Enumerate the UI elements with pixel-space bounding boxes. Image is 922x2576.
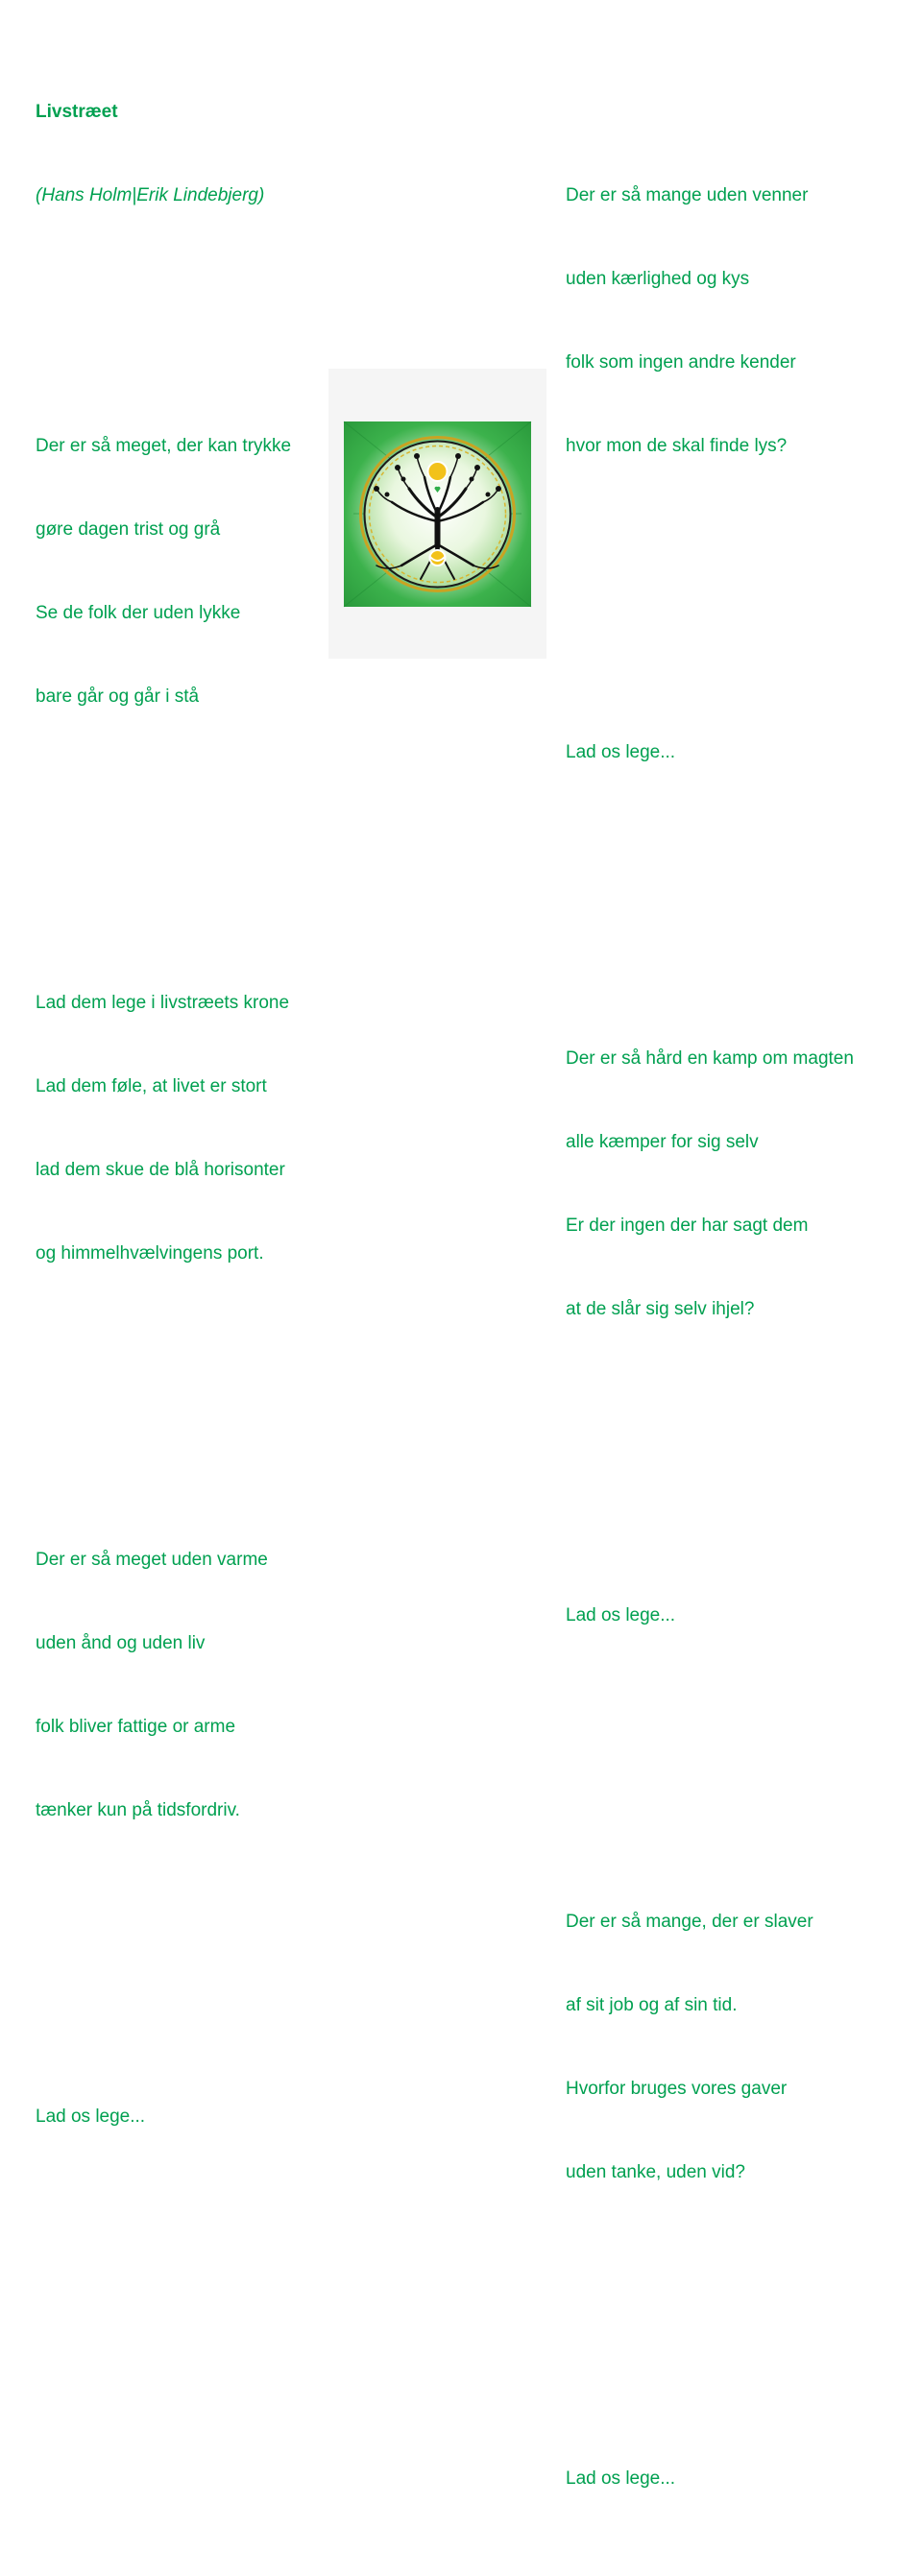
- verse-line: gøre dagen trist og grå: [36, 519, 221, 540]
- stanza-left-refrain: [36, 2047, 291, 2186]
- stanza-left-3: [36, 1490, 291, 1880]
- verse-line: af sit job og af sin tid.: [566, 1995, 738, 2015]
- stanza-gap: [566, 571, 854, 599]
- stanza-left-2: [36, 933, 291, 1323]
- stanza-right-refrain-2: [566, 1546, 854, 1685]
- stanza-gap: [566, 1434, 854, 1462]
- verse-line: alle kæmper for sig selv: [566, 1132, 759, 1152]
- poem-credits: (Hans Holm|Erik Lindebjerg): [36, 185, 265, 205]
- verse-line: Der er så mange uden venner: [566, 185, 809, 205]
- verse-line: Lad dem lege i livstræets krone: [36, 993, 290, 1013]
- verse-line: Der er så mange, der er slaver: [566, 1912, 813, 1932]
- stanza-gap: [36, 265, 291, 293]
- left-column: [36, 42, 291, 2214]
- stanza-left-1: [36, 376, 291, 766]
- stanza-right-1: [566, 126, 854, 516]
- stanza-gap: [36, 822, 291, 850]
- stanza-right-2: [566, 989, 854, 1379]
- verse-line: Lad dem føle, at livet er stort: [36, 1076, 267, 1096]
- verse-line: Der er så hård en kamp om magten: [566, 1048, 854, 1069]
- verse-line: bare går og går i stå: [36, 686, 200, 707]
- tree-image-frame: [328, 369, 546, 659]
- verse-line: at de slår sig selv ihjel?: [566, 1299, 755, 1319]
- verse-line: hvor mon de skal finde lys?: [566, 436, 788, 456]
- verse-line: uden ånd og uden liv: [36, 1633, 206, 1653]
- verse-line: og himmelhvælvingens port.: [36, 1243, 264, 1264]
- verse-line: folk som ingen andre kender: [566, 352, 796, 373]
- verse-line: Er der ingen der har sagt dem: [566, 1216, 809, 1236]
- stanza-gap: [36, 1936, 291, 1963]
- verse-line: uden tanke, uden vid?: [566, 2162, 745, 2182]
- stanza-gap: [566, 878, 854, 905]
- refrain-line: Lad os lege...: [566, 2468, 676, 2489]
- stanza-gap: [36, 1379, 291, 1407]
- right-column: [566, 70, 854, 2576]
- stanza-right-refrain-3: [566, 2409, 854, 2548]
- verse-line: Der er så meget uden varme: [36, 1550, 268, 1570]
- verse-line: folk bliver fattige or arme: [36, 1717, 236, 1737]
- refrain-line: Lad os lege...: [36, 2107, 146, 2127]
- verse-line: lad dem skue de blå horisonter: [36, 1160, 285, 1180]
- refrain-line: Lad os lege...: [566, 1605, 676, 1625]
- refrain-line: Lad os lege...: [566, 742, 676, 762]
- stanza-right-3: [566, 1852, 854, 2242]
- verse-line: uden kærlighed og kys: [566, 269, 750, 289]
- verse-line: tænker kun på tidsfordriv.: [36, 1800, 240, 1820]
- verse-line: Der er så meget, der kan trykke: [36, 436, 292, 456]
- stanza-gap: [566, 2298, 854, 2325]
- stanza-right-refrain-1: [566, 683, 854, 822]
- verse-line: Se de folk der uden lykke: [36, 603, 241, 623]
- stanza-gap: [566, 1741, 854, 1769]
- poem-title: Livstræet: [36, 102, 118, 122]
- tree-of-life-icon: [344, 421, 531, 607]
- verse-line: Hvorfor bruges vores gaver: [566, 2079, 788, 2099]
